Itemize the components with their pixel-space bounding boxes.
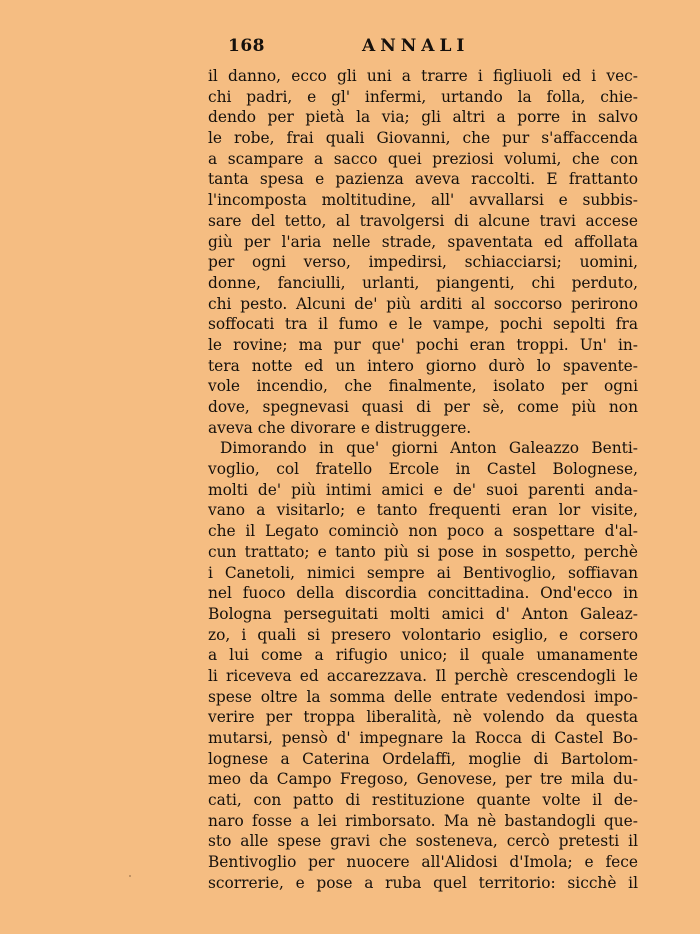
text-line: mutarsi, pensò d' impegnare la Rocca di Castel Bo- <box>208 729 638 747</box>
text-line: tera notte ed un intero giorno durò lo spavente- <box>208 356 638 375</box>
body-text <box>208 66 638 894</box>
text-line: naro fosse a lei rimborsato. Ma nè bastandogli que- <box>208 811 638 830</box>
text-line: a scampare a sacco quei preziosi volumi, che con <box>208 149 638 168</box>
text-line: a lui come a rifugio unico; il quale umanamente <box>208 646 638 665</box>
page-number: 168 <box>228 36 265 56</box>
text-line: soffocati tra il fumo e le vampe, pochi sepolti fra <box>208 315 638 334</box>
running-head <box>212 36 482 58</box>
text-line: per ogni verso, impedirsi, schiacciarsi; uomini, <box>208 253 638 272</box>
text-line: nel fuoco della discordia concittadina. Ond'ecco in <box>208 584 638 603</box>
text-line: i Canetoli, nimici sempre ai Bentivoglio, soffiavan <box>208 563 638 582</box>
text-line: donne, fanciulli, urlanti, piangenti, chi perduto, <box>208 273 638 292</box>
paragraph-end-line: aveva che divorare e distruggere. <box>208 418 472 437</box>
text-line: voglio, col fratello Ercole in Castel Bolognese, <box>208 460 638 479</box>
text-line: le rovine; ma pur que' pochi eran troppi. Un' in- <box>208 335 638 354</box>
text-line: cati, con patto di restituzione quante volte il de- <box>208 791 638 810</box>
text-line: scorrerie, e pose a ruba quel territorio: sicchè il <box>208 873 638 892</box>
paragraph-start-line: Dimorando in que' giorni Anton Galeazzo Benti- <box>220 439 638 458</box>
paper-speck <box>129 875 131 877</box>
running-title: ANNALI <box>362 36 470 56</box>
text-line: tanta spesa e pazienza aveva raccolti. E frattanto <box>208 170 638 189</box>
text-line: dove, spegnevasi quasi di per sè, come più non <box>208 398 638 416</box>
text-line: lognese a Caterina Ordelaffi, moglie di Bartolom- <box>208 749 638 768</box>
text-line: vano a visitarlo; e tanto frequenti eran lor visite, <box>208 501 638 520</box>
text-line: giù per l'aria nelle strade, spaventata ed affollata <box>208 232 638 251</box>
text-line: cun trattato; e tanto più si pose in sospetto, perchè <box>208 542 638 561</box>
text-line: meo da Campo Fregoso, Genovese, per tre mila du- <box>208 770 638 789</box>
text-line: l'incomposta moltitudine, all' avvallarsi e subbis- <box>208 191 638 210</box>
text-line: dendo per pietà la via; gli altri a porre in salvo <box>208 108 638 127</box>
text-line: chi padri, e gl' infermi, urtando la folla, chie- <box>208 87 638 106</box>
text-line: vole incendio, che finalmente, isolato per ogni <box>208 377 638 396</box>
text-line: li riceveva ed accarezzava. Il perchè crescendogli le <box>208 666 638 685</box>
text-line: Bologna perseguitati molti amici d' Anton Galeaz- <box>208 604 638 623</box>
text-line: le robe, frai quali Giovanni, che pur s'affaccenda <box>208 129 638 148</box>
text-line: sto alle spese gravi che sosteneva, cercò pretesti il <box>208 832 638 851</box>
text-line: zo, i quali si presero volontario esiglio, e corsero <box>208 625 638 644</box>
text-line: chi pesto. Alcuni de' più arditi al soccorso perirono <box>208 294 638 313</box>
text-line: verire per troppa liberalità, nè volendo da questa <box>208 708 638 727</box>
text-line: sare del tetto, al travolgersi di alcune travi accese <box>208 211 638 230</box>
text-line: molti de' più intimi amici e de' suoi parenti anda- <box>208 480 638 499</box>
text-line: il danno, ecco gli uni a trarre i figliuoli ed i vec- <box>208 67 638 85</box>
text-line: spese oltre la somma delle entrate vedendosi impo- <box>208 687 638 706</box>
text-line: Bentivoglio per nuocere all'Alidosi d'Imola; e fece <box>208 853 638 872</box>
text-line: che il Legato cominciò non poco a sospettare d'al- <box>208 522 638 541</box>
